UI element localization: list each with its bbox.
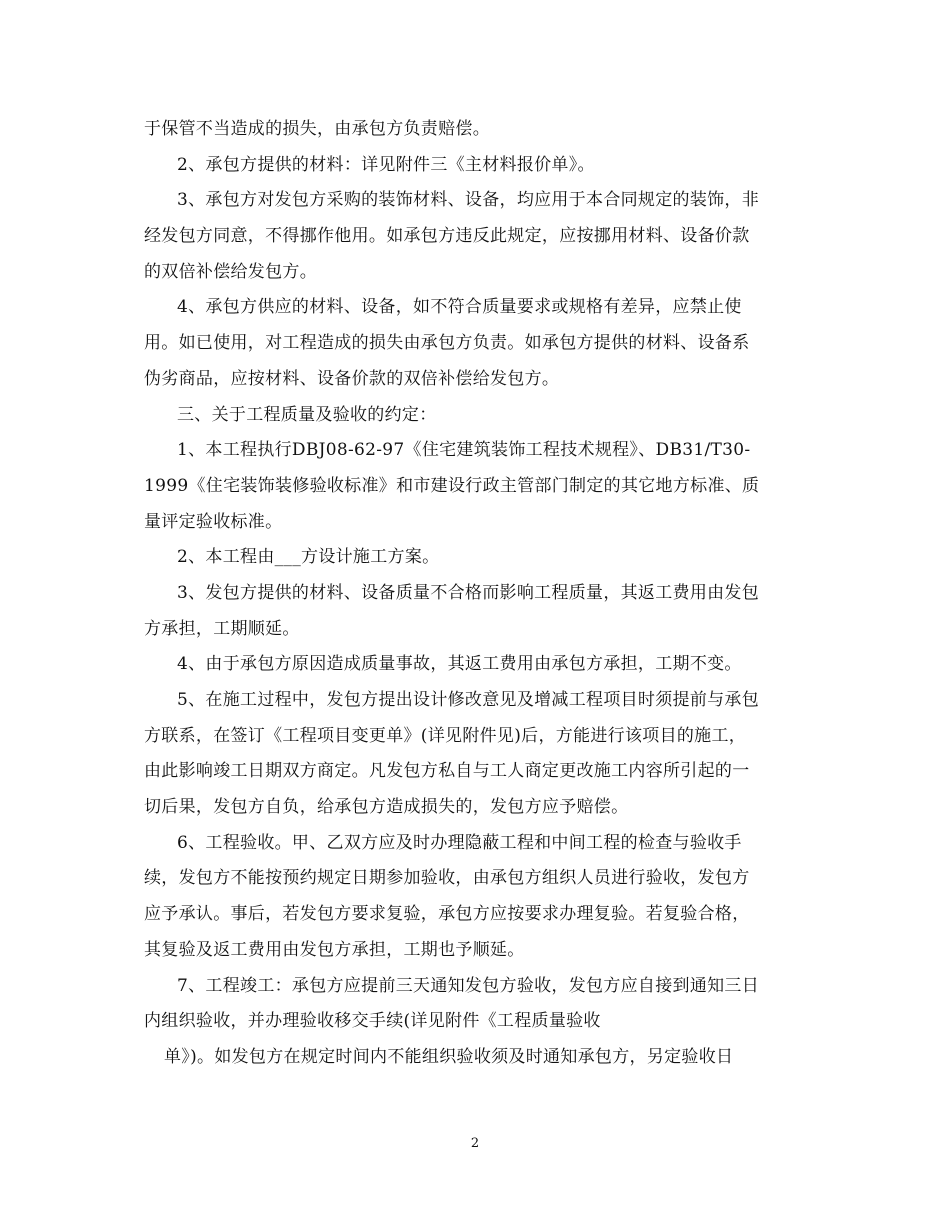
text-line-13: 2、本工程由___方设计施工方案。 bbox=[177, 547, 440, 568]
text-line-2: 2、承包方提供的材料：详见附件三《主材料报价单》。 bbox=[177, 154, 595, 175]
text-line-12: 量评定验收标准。 bbox=[144, 511, 283, 532]
text-line-6: 4、承包方供应的材料、设备，如不符合质量要求或规格有差异，应禁止使 bbox=[177, 297, 742, 318]
text-line-14: 3、发包方提供的材料、设备质量不合格而影响工程质量，其返工费用由发包 bbox=[177, 582, 760, 603]
text-line-5: 的双倍补偿给发包方。 bbox=[144, 261, 317, 282]
text-line-26: 内组织验收，并办理验收移交手续(详见附件《工程质量验收 bbox=[144, 1011, 601, 1032]
text-line-19: 由此影响竣工日期双方商定。凡发包方私自与工人商定更改施工内容所引起的一 bbox=[144, 761, 750, 782]
text-line-16: 4、由于承包方原因造成质量事故，其返工费用由承包方承担，工期不变。 bbox=[177, 654, 742, 675]
document-body bbox=[144, 112, 812, 1076]
text-line-27: 单》)。如发包方在规定时间内不能组织验收须及时通知承包方，另定验收日 bbox=[164, 1046, 734, 1067]
text-line-10: 1、本工程执行DBJ08-62-97《住宅建筑装饰工程技术规程》、DB31/T30- bbox=[177, 440, 751, 461]
text-line-20: 切后果，发包方自负，给承包方造成损失的，发包方应予赔偿。 bbox=[144, 797, 629, 818]
text-line-7: 用。如已使用，对工程造成的损失由承包方负责。如承包方提供的材料、设备系 bbox=[144, 333, 750, 354]
text-line-15: 方承担，工期顺延。 bbox=[144, 618, 300, 639]
text-line-4: 经发包方同意，不得挪作他用。如承包方违反此规定，应按挪用材料、设备价款 bbox=[144, 226, 750, 247]
text-line-24: 其复验及返工费用由发包方承担，工期也予顺延。 bbox=[144, 939, 525, 960]
page-number: 2 bbox=[470, 1136, 480, 1151]
text-line-18: 方联系，在签订《工程项目变更单》(详见附件见)后，方能进行该项目的施工， bbox=[144, 725, 747, 746]
text-line-8: 伪劣商品，应按材料、设备价款的双倍补偿给发包方。 bbox=[144, 368, 560, 389]
text-line-17: 5、在施工过程中，发包方提出设计修改意见及增减工程项目时须提前与承包 bbox=[177, 690, 760, 710]
text-line-3: 3、承包方对发包方采购的装饰材料、设备，均应用于本合同规定的装饰，非 bbox=[177, 190, 760, 211]
text-line-22: 续，发包方不能按预约规定日期参加验收，由承包方组织人员进行验收，发包方 bbox=[144, 868, 750, 889]
text-line-1: 于保管不当造成的损失，由承包方负责赔偿。 bbox=[144, 119, 490, 139]
text-line-23: 应予承认。事后，若发包方要求复验，承包方应按要求办理复验。若复验合格， bbox=[144, 904, 750, 925]
text-line-11: 1999《住宅装饰装修验收标准》和市建设行政主管部门制定的其它地方标准、质 bbox=[144, 475, 760, 496]
section-heading-quality: 三、关于工程质量及验收的约定： bbox=[177, 404, 437, 425]
text-line-25: 7、工程竣工：承包方应提前三天通知发包方验收，发包方应自接到通知三日 bbox=[177, 975, 760, 996]
text-line-21: 6、工程验收。甲、乙双方应及时办理隐蔽工程和中间工程的检查与验收手 bbox=[177, 832, 742, 853]
